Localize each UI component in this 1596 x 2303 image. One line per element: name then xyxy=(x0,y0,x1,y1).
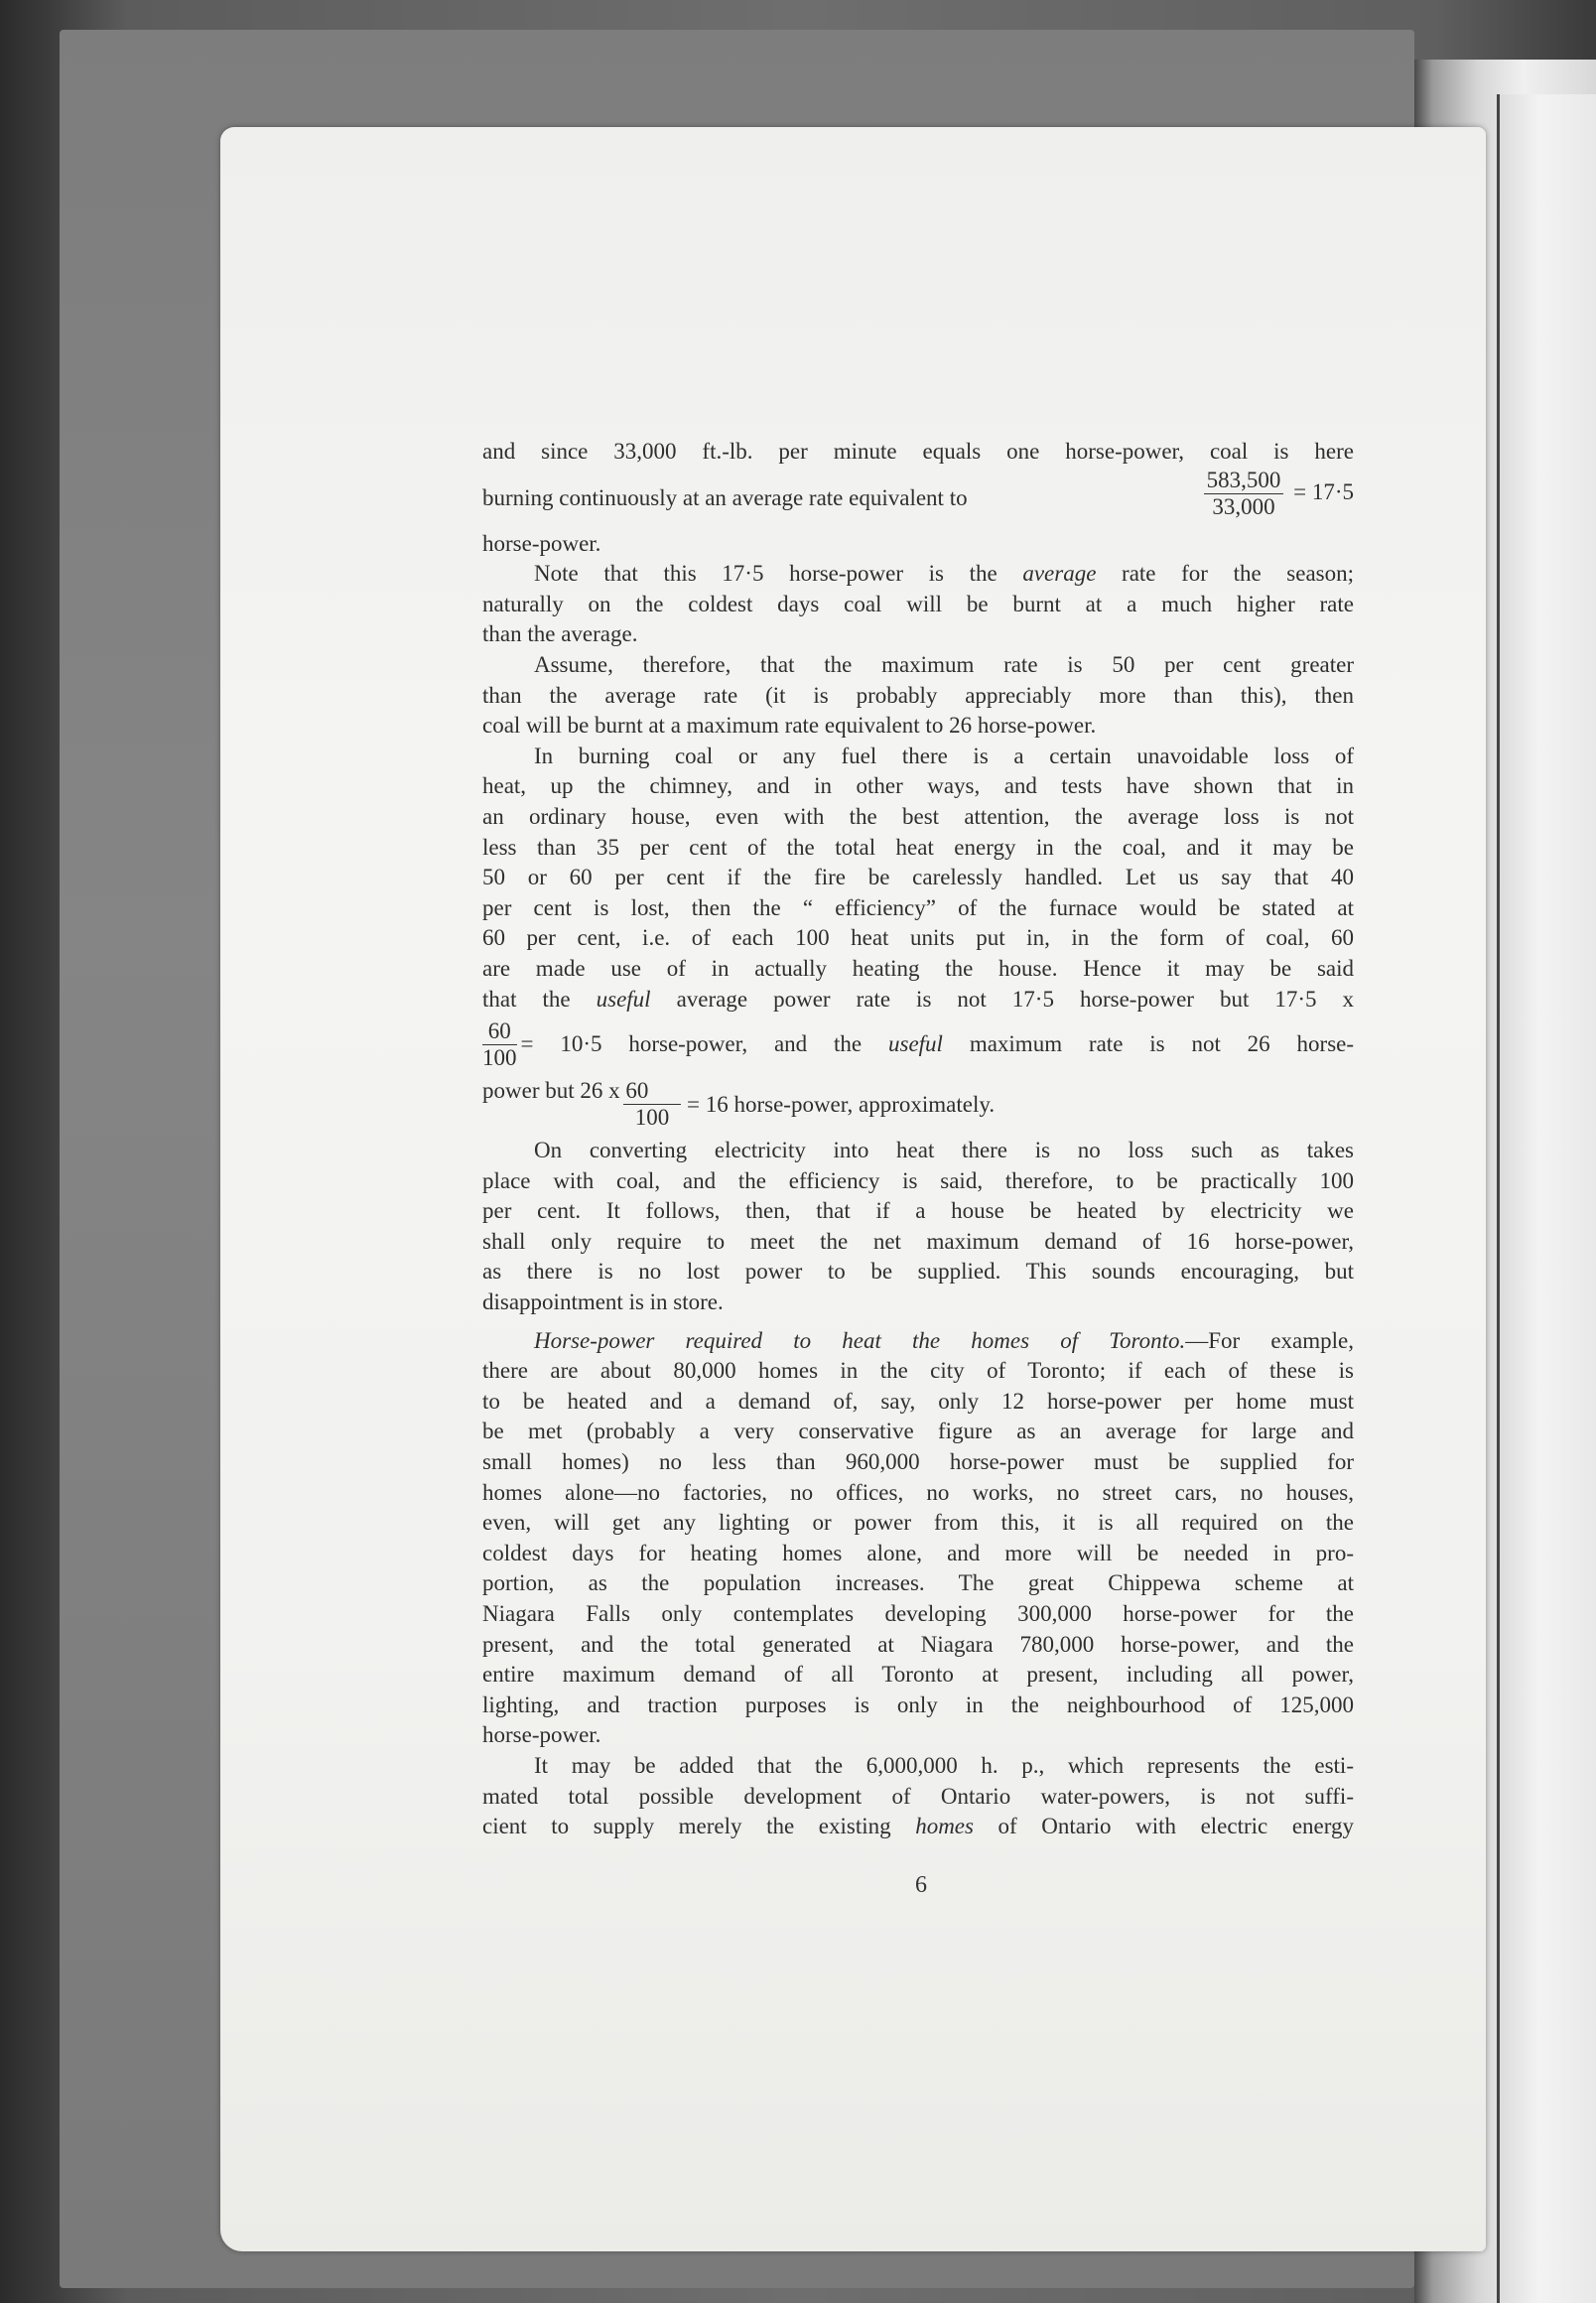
emphasis: homes xyxy=(915,1814,974,1839)
text-line: to be heated and a demand of, say, only 12 horse-power per home must xyxy=(482,1388,1354,1414)
text-line: 50 or 60 per cent if the fire be carelessly handled. Let us say that 40 xyxy=(482,865,1354,890)
text-line: heat, up the chimney, and in other ways, and tests have shown that in xyxy=(482,773,1354,799)
text-line: than the average. xyxy=(482,621,638,647)
text-line: mated total possible development of Ontario water-powers, is not suffi- xyxy=(482,1783,1354,1809)
denominator: 100 xyxy=(482,1044,517,1070)
page-text xyxy=(482,437,1354,1842)
text-line: place with coal, and the efficiency is said, therefore, to be practically 100 xyxy=(482,1167,1354,1193)
fraction xyxy=(1204,468,1284,520)
result: = 17·5 xyxy=(1293,478,1354,504)
text-line: per cent is lost, then the “ efficiency” of the furnace would be stated at xyxy=(482,894,1354,920)
text-line: naturally on the coldest days coal will be burnt at a much higher rate xyxy=(482,591,1354,616)
text-line: that the useful average power rate is not 17·5 horse-power but 17·5 x xyxy=(482,986,1355,1012)
text-line: On converting electricity into heat there is no loss such as takes xyxy=(534,1138,1354,1163)
text-line: coldest days for heating homes alone, and more will be needed in pro- xyxy=(482,1540,1354,1565)
text-line: disappointment is in store. xyxy=(482,1289,724,1315)
numerator: 583,500 xyxy=(1204,468,1284,494)
text-line: than the average rate (it is probably appreciably more than this), then xyxy=(482,682,1354,708)
emphasis: useful xyxy=(596,986,651,1012)
numerator: 60 xyxy=(482,1018,517,1045)
text-line: coal will be burnt at a maximum rate equivalent to 26 horse-power. xyxy=(482,713,1097,739)
text-line: horse-power. xyxy=(482,530,601,556)
text-line: = 10·5 horse-power, and the useful maximum rate is not 26 horse- xyxy=(520,1030,1355,1056)
fraction-result xyxy=(1200,468,1354,520)
page-number: 6 xyxy=(915,1872,927,1898)
text-line: It may be added that the 6,000,000 h. p., which represents the esti- xyxy=(534,1752,1354,1778)
text-line: portion, as the population increases. The great Chippewa scheme at xyxy=(482,1570,1354,1596)
section-heading-line: Horse-power required to heat the homes of Toronto.—For example, xyxy=(534,1327,1355,1353)
text-line: In burning coal or any fuel there is a certain unavoidable loss of xyxy=(534,743,1354,768)
text-line: per cent. It follows, then, that if a house be heated by electricity we xyxy=(482,1198,1354,1224)
text-line: even, will get any lighting or power from this, it is all required on the xyxy=(482,1510,1354,1536)
equation-line xyxy=(482,468,1354,529)
denominator: 100 xyxy=(623,1104,681,1131)
fraction xyxy=(482,1018,517,1071)
text-line: homes alone—no factories, no offices, no works, no street cars, no houses, xyxy=(482,1479,1354,1505)
text-line: Assume, therefore, that the maximum rate is 50 per cent greater xyxy=(534,651,1354,677)
equation-line xyxy=(482,1015,1354,1074)
text-line: burning continuously at an average rate equivalent to xyxy=(482,484,968,510)
emphasis: useful xyxy=(888,1030,943,1056)
text-line: = 16 horse-power, approximately. xyxy=(687,1092,996,1118)
text-line: Note that this 17·5 horse-power is the average rate for the season; xyxy=(534,561,1355,587)
equation-line xyxy=(482,1074,1354,1136)
text-line: there are about 80,000 homes in the city of Toronto; if each of these is xyxy=(482,1358,1354,1384)
text-line: lighting, and traction purposes is only in the neighbourhood of 125,000 xyxy=(482,1692,1354,1717)
text-line: power but 26 x 60 xyxy=(482,1078,649,1104)
section-heading: Horse-power required to heat the homes of Toronto. xyxy=(534,1327,1186,1353)
text-line: 60 per cent, i.e. of each 100 heat units put in, in the form of coal, 60 xyxy=(482,925,1354,951)
text-line: horse-power. xyxy=(482,1722,601,1748)
next-page-strip xyxy=(1497,94,1596,2303)
text-line: entire maximum demand of all Toronto at present, including all power, xyxy=(482,1662,1354,1688)
text-line: be met (probably a very conservative figure as an average for large and xyxy=(482,1419,1354,1444)
denominator: 33,000 xyxy=(1212,493,1275,519)
text-line: an ordinary house, even with the best attention, the average loss is not xyxy=(482,803,1354,829)
text-line: are made use of in actually heating the house. Hence it may be said xyxy=(482,955,1354,981)
text-line: small homes) no less than 960,000 horse-power must be supplied for xyxy=(482,1449,1354,1475)
text-line: shall only require to meet the net maximum demand of 16 horse-power, xyxy=(482,1228,1354,1254)
text-line: less than 35 per cent of the total heat energy in the coal, and it may be xyxy=(482,834,1354,860)
emphasis: average xyxy=(1022,561,1097,587)
text-line: cient to supply merely the existing homes of Ontario with electric energy xyxy=(482,1814,1354,1839)
text-line: present, and the total generated at Niagara 780,000 horse-power, and the xyxy=(482,1631,1354,1657)
text-line: and since 33,000 ft.-lb. per minute equals one horse-power, coal is here xyxy=(482,439,1354,464)
text-line: as there is no lost power to be supplied. This sounds encouraging, but xyxy=(482,1259,1354,1285)
text-line: Niagara Falls only contemplates developing 300,000 horse-power for the xyxy=(482,1601,1354,1626)
